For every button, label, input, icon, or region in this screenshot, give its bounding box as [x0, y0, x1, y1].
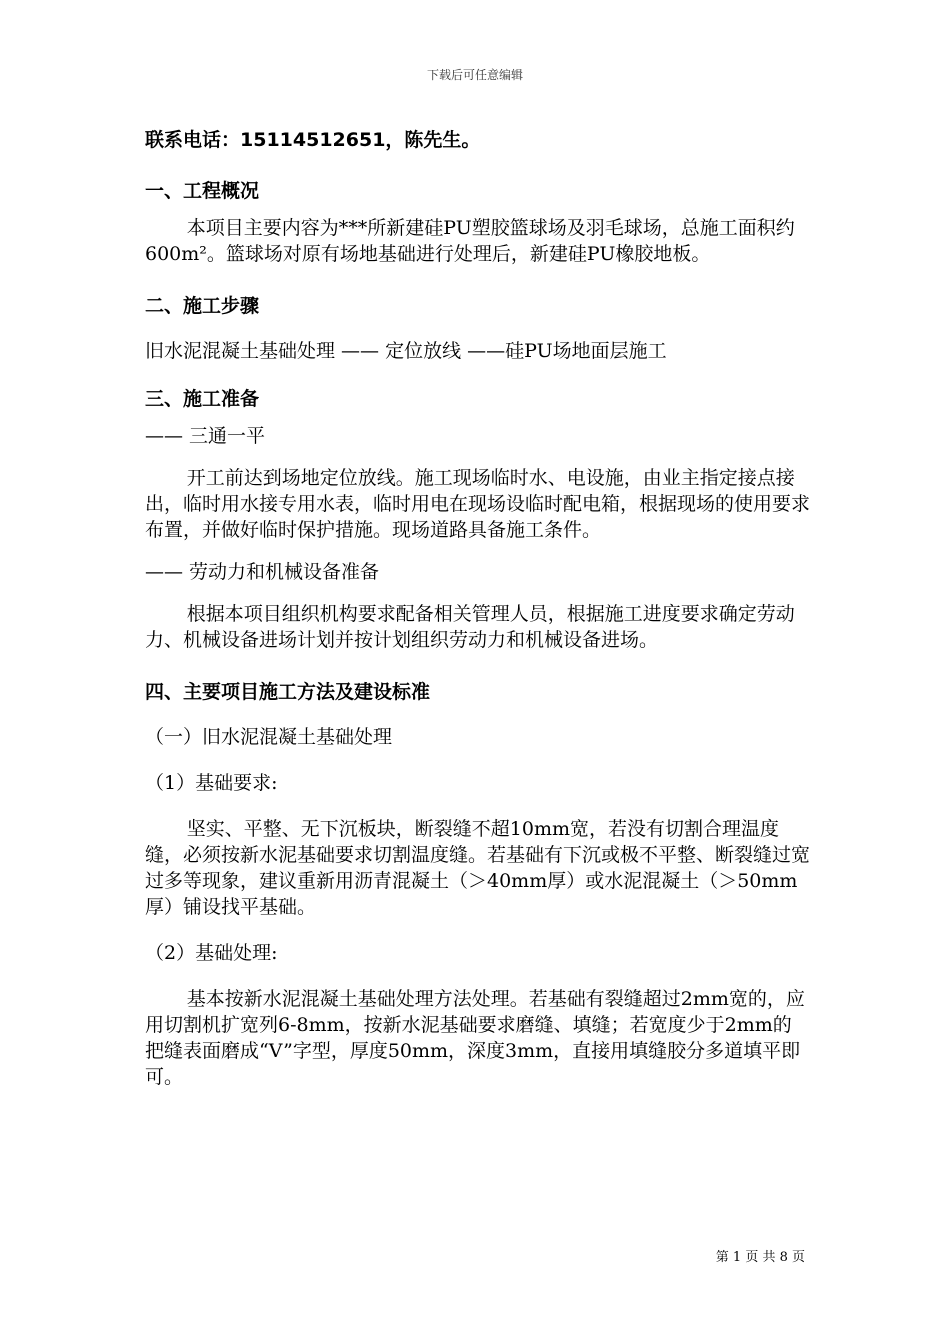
- section-3-subtitle-2: —— 劳动力和机械设备准备: [145, 561, 380, 583]
- section-4-subtitle-3: （2）基础处理:: [145, 942, 278, 964]
- section-2-steps: 旧水泥混凝土基础处理 —— 定位放线 ——硅PU场地面层施工: [145, 340, 667, 362]
- section-4-paragraph-1: 坚实、平整、无下沉板块，断裂缝不超10mm宽，若没有切割合理温度缝，必须按新水泥基础要求切割温度缝。若基础有下沉或极不平整、断裂缝过宽过多等现象，建议重新用沥青混凝土（＞40mm厚）或水泥混凝土（＞50mm厚）铺设找平基础。: [145, 818, 811, 918]
- section-title-3: 三、施工准备: [145, 388, 260, 410]
- section-4-paragraph-2: 基本按新水泥混凝土基础处理方法处理。若基础有裂缝超过2mm宽的，应用切割机扩宽列6-8mm，按新水泥基础要求磨缝、填缝；若宽度少于2mm的把缝表面磨成“V”字型，厚度50mm，深度3mm，直接用填缝胶分多道填平即可。: [145, 988, 805, 1088]
- section-title-2: 二、施工步骤: [145, 295, 260, 317]
- section-title-4: 四、主要项目施工方法及建设标准: [145, 681, 431, 703]
- section-3-paragraph-1: 开工前达到场地定位放线。施工现场临时水、电设施，由业主指定接点接出，临时用水接专用水表，临时用电在现场设临时配电箱，根据现场的使用要求布置，并做好临时保护措施。现场道路具备施工条件。: [145, 467, 811, 541]
- section-1-paragraph: 本项目主要内容为***所新建硅PU塑胶篮球场及羽毛球场，总施工面积约600m²。篮球场对原有场地基础进行处理后，新建硅PU橡胶地板。: [145, 217, 795, 265]
- page-number: 第 1 页 共 8 页: [715, 1250, 805, 1265]
- header-note: 下载后可任意编辑: [426, 68, 523, 82]
- contact-line: 联系电话：15114512651，陈先生。: [145, 129, 481, 151]
- document-body: [145, 125, 810, 1090]
- section-4-subtitle-1: （一）旧水泥混凝土基础处理: [145, 726, 393, 748]
- section-title-1: 一、工程概况: [145, 180, 260, 202]
- section-3-paragraph-2: 根据本项目组织机构要求配备相关管理人员，根据施工进度要求确定劳动力、机械设备进场计划并按计划组织劳动力和机械设备进场。: [145, 603, 795, 651]
- section-3-subtitle-1: —— 三通一平: [145, 425, 266, 447]
- section-4-subtitle-2: （1）基础要求:: [145, 772, 278, 794]
